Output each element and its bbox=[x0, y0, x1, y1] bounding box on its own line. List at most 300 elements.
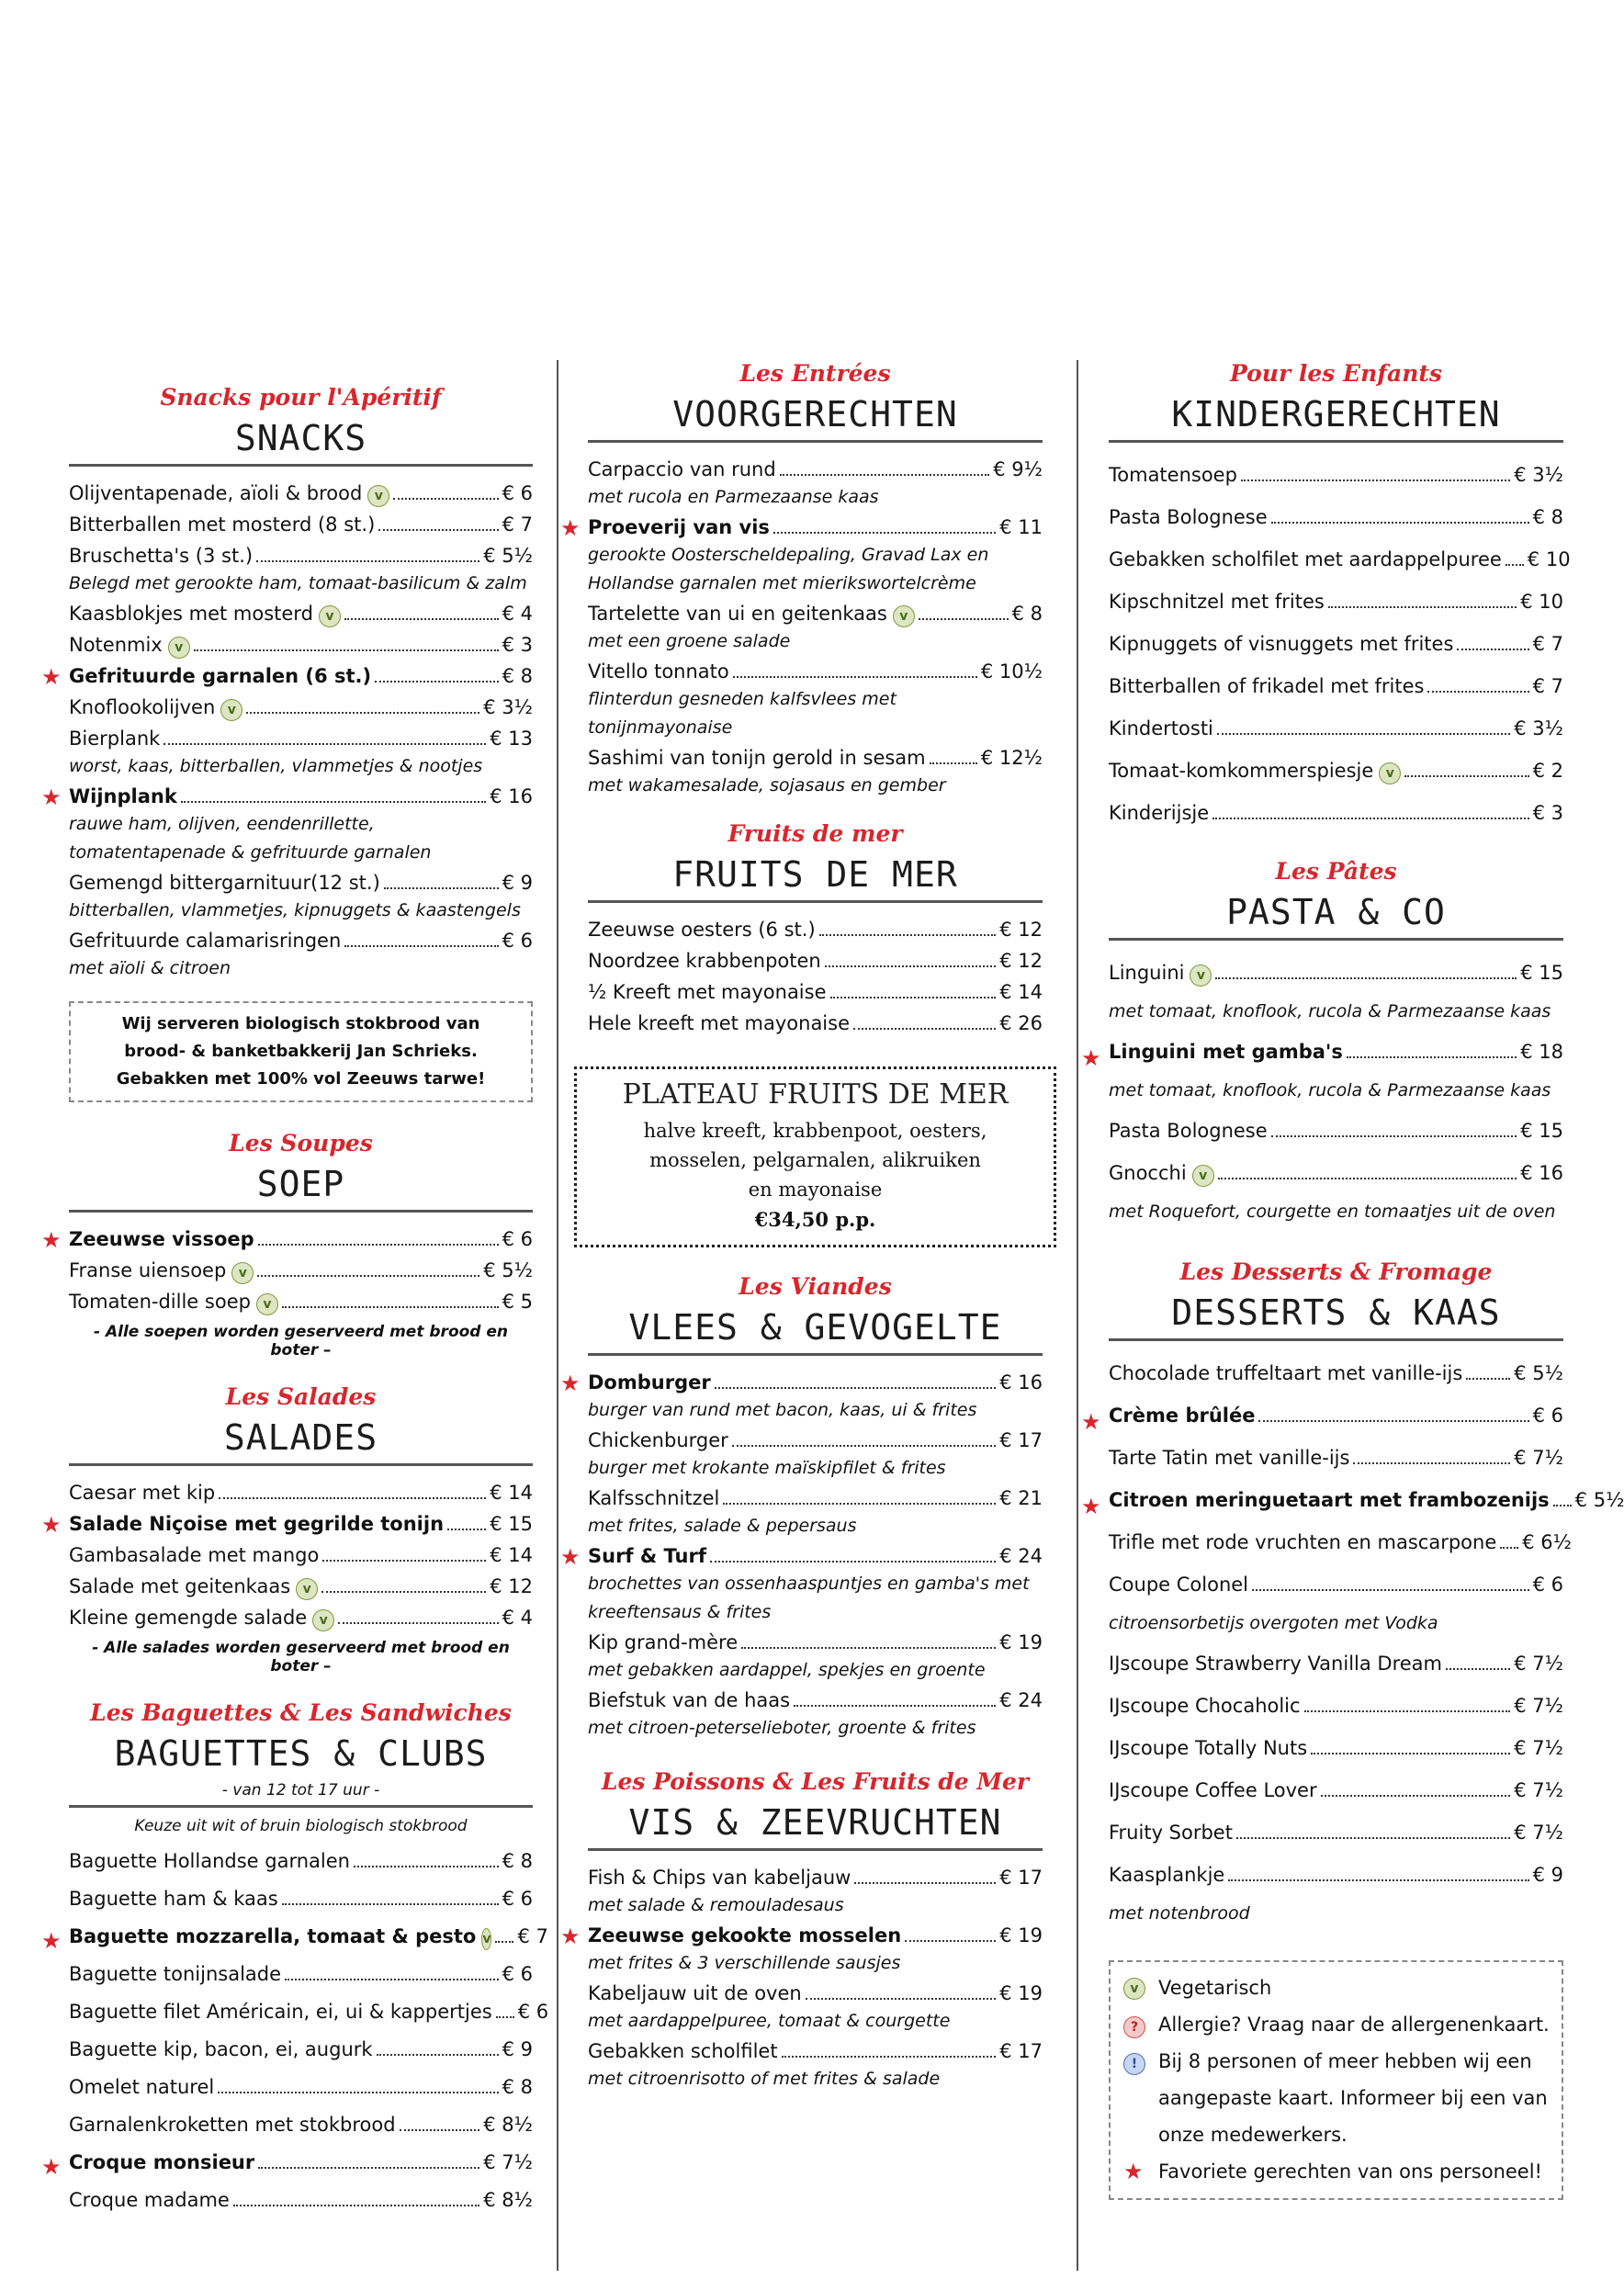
menu-item-price: € 6 bbox=[517, 2001, 549, 2023]
menu-item bbox=[69, 509, 533, 540]
menu-item-price: € 19 bbox=[999, 1924, 1043, 1946]
menu-item bbox=[588, 598, 1043, 629]
menu-item-price: € 6 bbox=[502, 930, 533, 952]
menu-item bbox=[69, 598, 533, 629]
menu-item bbox=[1109, 665, 1563, 707]
menu-item-description: met gebakken aardappel, spekjes en groente bbox=[588, 1660, 986, 1680]
menu-item bbox=[588, 1425, 1043, 1456]
menu-item-name: Bitterballen of frikadel met frites bbox=[1109, 675, 1425, 697]
vegetarian-icon: v bbox=[1192, 1165, 1214, 1187]
menu-item bbox=[1109, 1854, 1563, 1896]
dot-leader bbox=[1271, 1135, 1517, 1137]
dot-leader bbox=[794, 1705, 996, 1707]
star-icon: ★ bbox=[1081, 1409, 1101, 1435]
menu-item-price: € 8 bbox=[502, 2076, 533, 2098]
section-title: SOEP bbox=[69, 1164, 533, 1213]
menu-item-name: Pasta Bolognese bbox=[1109, 506, 1268, 528]
menu-list bbox=[41, 478, 533, 983]
dot-leader bbox=[447, 1529, 486, 1530]
dot-leader bbox=[285, 1979, 499, 1980]
menu-item-price: € 11 bbox=[999, 516, 1043, 538]
section-script-title: Les Baguettes & Les Sandwiches bbox=[90, 1699, 512, 1726]
menu-item-name: Tartelette van ui en geitenkaas bbox=[588, 603, 887, 625]
section-baguettes bbox=[41, 1699, 549, 2219]
menu-item-description: met tomaat, knoflook, rucola & Parmezaanse kaas bbox=[1109, 1080, 1551, 1100]
menu-item bbox=[560, 512, 1043, 543]
dot-leader bbox=[1328, 606, 1517, 608]
dot-leader bbox=[354, 1866, 499, 1867]
star-icon: ★ bbox=[560, 1371, 581, 1396]
dot-leader bbox=[830, 997, 997, 998]
menu-item bbox=[1109, 1727, 1563, 1769]
menu-item-price: € 5 bbox=[502, 1291, 533, 1313]
menu-item-name: Kinderijsje bbox=[1109, 802, 1210, 824]
vegetarian-icon: v bbox=[481, 1928, 491, 1950]
menu-item-price: € 8½ bbox=[483, 2114, 533, 2136]
dot-leader bbox=[258, 2167, 479, 2169]
dot-leader bbox=[344, 945, 498, 947]
menu-item-name: Coupe Colonel bbox=[1109, 1574, 1249, 1596]
menu-item-name: Notenmix bbox=[69, 634, 163, 656]
dot-leader bbox=[322, 1560, 486, 1562]
menu-list bbox=[588, 914, 1043, 1039]
dot-leader bbox=[246, 712, 479, 714]
vegetarian-icon: v bbox=[1123, 1978, 1145, 2000]
menu-item-description: met salade & remouladesaus bbox=[588, 1895, 844, 1915]
menu-item-name: IJscoupe Strawberry Vanilla Dream bbox=[1109, 1653, 1442, 1675]
menu-item-name: Gambasalade met mango bbox=[69, 1544, 320, 1566]
menu-item-name: Gebakken scholfilet bbox=[588, 2040, 778, 2062]
section-voorgerechten bbox=[560, 360, 1043, 800]
menu-item-price: € 10½ bbox=[980, 660, 1043, 683]
menu-item-price: € 7½ bbox=[1514, 1653, 1563, 1675]
menu-list bbox=[41, 1224, 533, 1317]
menu-item bbox=[588, 1627, 1043, 1658]
menu-item-price: € 3½ bbox=[1514, 717, 1563, 739]
dot-leader bbox=[806, 1998, 997, 2000]
menu-item-name: IJscoupe Coffee Lover bbox=[1109, 1779, 1317, 1801]
menu-item-description: met Roquefort, courgette en tomaatjes uit de oven bbox=[1109, 1202, 1556, 1222]
menu-item bbox=[560, 1920, 1043, 1951]
section-title: BAGUETTES & CLUBS bbox=[114, 1733, 488, 1774]
menu-item bbox=[1109, 1769, 1563, 1811]
menu-item-price: € 7½ bbox=[1514, 1695, 1563, 1717]
dot-leader bbox=[194, 649, 499, 651]
dot-leader bbox=[1241, 479, 1510, 481]
menu-item-name: Knoflookolijven bbox=[69, 696, 216, 718]
menu-item bbox=[1109, 1811, 1563, 1854]
menu-item-price: € 15 bbox=[1520, 962, 1563, 984]
bread-info-line: Gebakken met 100% vol Zeeuws tarwe! bbox=[116, 1069, 486, 1089]
section-script-title: Pour les Enfants bbox=[1229, 360, 1443, 387]
menu-item-price: € 15 bbox=[490, 1513, 533, 1535]
menu-item-name: Zeeuwse gekookte mosselen bbox=[588, 1924, 902, 1946]
menu-item-name: Tomatensoep bbox=[1109, 464, 1237, 486]
dot-leader bbox=[1215, 977, 1517, 979]
menu-item-description: burger met krokante maïskipfilet & frites bbox=[588, 1458, 946, 1478]
menu-item-name: Baguette filet Américain, ei, ui & kappertjes bbox=[69, 2001, 492, 2023]
menu-item-name: Caesar met kip bbox=[69, 1482, 216, 1504]
menu-item-price: € 8½ bbox=[483, 2189, 533, 2211]
plateau-line: mosselen, pelgarnalen, alikruiken bbox=[649, 1149, 981, 1171]
dot-leader bbox=[282, 1903, 499, 1905]
menu-item-price: € 6 bbox=[1532, 1405, 1563, 1427]
dot-leader bbox=[495, 1941, 513, 1943]
menu-item-price: € 17 bbox=[999, 2040, 1043, 2062]
section-title: SNACKS bbox=[69, 418, 533, 467]
section-title: VOORGERECHTEN bbox=[588, 394, 1043, 443]
menu-item bbox=[69, 540, 533, 571]
dot-leader bbox=[344, 618, 499, 620]
menu-item bbox=[588, 1483, 1043, 1514]
dot-leader bbox=[819, 934, 997, 936]
vegetarian-icon: v bbox=[1190, 965, 1212, 987]
menu-item-price: € 14 bbox=[490, 1544, 533, 1566]
dot-leader bbox=[733, 676, 977, 678]
menu-item-price: € 24 bbox=[999, 1545, 1043, 1567]
menu-item bbox=[69, 1477, 533, 1508]
dot-leader bbox=[181, 801, 486, 803]
menu-item-price: € 19 bbox=[999, 1631, 1043, 1653]
menu-item bbox=[1109, 952, 1563, 994]
menu-item-name: Gebakken scholfilet met aardappelpuree bbox=[1109, 548, 1502, 570]
menu-item bbox=[1109, 1152, 1563, 1194]
menu-item bbox=[588, 742, 1043, 773]
menu-item-price: € 18 bbox=[1520, 1041, 1563, 1063]
star-icon: ★ bbox=[560, 1544, 581, 1570]
menu-item-description: citroensorbetijs overgoten met Vodka bbox=[1109, 1613, 1438, 1633]
menu-item-name: Garnalenkroketten met stokbrood bbox=[69, 2114, 396, 2136]
dot-leader bbox=[1553, 1505, 1572, 1506]
dot-leader bbox=[1217, 733, 1510, 735]
dot-leader bbox=[1446, 1668, 1510, 1670]
legend-text: Bij 8 personen of meer hebben wij een aangepaste kaart. Informeer bij een van onze medewerkers. bbox=[1158, 2050, 1548, 2146]
menu-item-price: € 7 bbox=[1532, 633, 1563, 655]
menu-item-name: Biefstuk van de haas bbox=[588, 1689, 791, 1711]
menu-item-name: Kalfsschnitzel bbox=[588, 1487, 720, 1509]
dot-leader bbox=[321, 1591, 486, 1593]
menu-item bbox=[69, 629, 533, 660]
menu-column-1 bbox=[41, 349, 549, 2236]
section-subnote: Keuze uit wit of bruin biologisch stokbrood bbox=[134, 1817, 468, 1835]
menu-item bbox=[1081, 1031, 1563, 1073]
section-salades bbox=[41, 1383, 533, 1675]
section-pasta bbox=[1081, 858, 1563, 1231]
vegetarian-icon: v bbox=[256, 1293, 278, 1315]
menu-item bbox=[69, 1255, 533, 1286]
plateau-line: en mayonaise bbox=[748, 1179, 883, 1201]
menu-item-price: € 14 bbox=[999, 981, 1043, 1003]
star-icon: ★ bbox=[41, 2154, 62, 2180]
dot-leader bbox=[393, 498, 498, 500]
dot-leader bbox=[1311, 1753, 1510, 1754]
menu-item-name: Zeeuwse vissoep bbox=[69, 1228, 254, 1250]
menu-item-name: Salade met geitenkaas bbox=[69, 1575, 291, 1597]
dot-leader bbox=[1427, 691, 1528, 693]
star-icon: ★ bbox=[560, 515, 581, 541]
menu-item bbox=[69, 925, 533, 956]
menu-item-price: € 6 bbox=[502, 1963, 533, 1985]
menu-item-description: met frites, salade & pepersaus bbox=[588, 1516, 857, 1536]
legend-row-veg bbox=[1123, 1969, 1552, 2006]
menu-item-name: Chickenburger bbox=[588, 1429, 728, 1451]
dot-leader bbox=[1404, 775, 1528, 777]
menu-item-price: € 4 bbox=[502, 603, 533, 625]
dot-leader bbox=[1304, 1710, 1511, 1712]
menu-item bbox=[1109, 454, 1563, 496]
dot-leader bbox=[732, 1445, 996, 1447]
plateau-title: PLATEAU FRUITS DE MER bbox=[622, 1078, 1009, 1111]
menu-item bbox=[69, 2031, 533, 2069]
menu-item bbox=[1109, 623, 1563, 665]
menu-item-name: Olijventapenade, aïoli & brood bbox=[69, 482, 363, 504]
menu-item bbox=[588, 656, 1043, 687]
vegetarian-icon: v bbox=[893, 605, 915, 627]
menu-column-2 bbox=[560, 349, 1043, 2110]
menu-item-name: Tomaat-komkommerspiesje bbox=[1109, 760, 1374, 782]
menu-item bbox=[1109, 1642, 1563, 1685]
star-icon: ★ bbox=[41, 1928, 62, 1954]
section-kindergerechten bbox=[1109, 360, 1571, 834]
menu-item-price: € 3 bbox=[1532, 802, 1563, 824]
menu-item-description: met wakamesalade, sojasaus en gember bbox=[588, 775, 946, 795]
menu-item-price: € 9 bbox=[1532, 1864, 1563, 1886]
menu-item bbox=[69, 1993, 549, 2031]
menu-item-price: € 8 bbox=[502, 1850, 533, 1872]
menu-item-name: Kipschnitzel met frites bbox=[1109, 591, 1325, 613]
menu-item bbox=[41, 1508, 533, 1540]
menu-item bbox=[588, 945, 1043, 976]
legend-text: Favoriete gerechten van ons personeel! bbox=[1158, 2161, 1542, 2183]
menu-item-name: Croque monsieur bbox=[69, 2151, 255, 2173]
plateau-box bbox=[574, 1066, 1056, 1247]
menu-item-price: € 9 bbox=[502, 2038, 533, 2060]
section-note: - Alle salades worden geserveerd met brood en boter – bbox=[92, 1639, 510, 1675]
menu-item-description: burger van rund met bacon, kaas, ui & frites bbox=[588, 1400, 977, 1420]
menu-item bbox=[41, 2144, 533, 2182]
dot-leader bbox=[741, 1647, 996, 1649]
menu-item bbox=[588, 2036, 1043, 2067]
dot-leader bbox=[723, 1503, 996, 1505]
star-icon: ★ bbox=[560, 1924, 581, 1949]
menu-item bbox=[1109, 1685, 1563, 1727]
section-subtitle: - van 12 tot 17 uur - bbox=[221, 1781, 380, 1800]
dot-leader bbox=[378, 529, 498, 531]
dot-leader bbox=[854, 1882, 996, 1884]
menu-item bbox=[1109, 1352, 1563, 1394]
star-icon: ★ bbox=[1123, 2159, 1144, 2184]
section-title: FRUITS DE MER bbox=[588, 854, 1043, 903]
menu-item-price: € 3 bbox=[502, 634, 533, 656]
section-title: VLEES & GEVOGELTE bbox=[588, 1307, 1043, 1356]
menu-item-name: ½ Kreeft met mayonaise bbox=[588, 981, 827, 1003]
menu-item-price: € 6½ bbox=[1522, 1531, 1573, 1553]
menu-item bbox=[1109, 1110, 1563, 1152]
menu-item-description: bitterballen, vlammetjes, kipnuggets & kaastengels bbox=[69, 900, 521, 920]
menu-item bbox=[1081, 1394, 1563, 1437]
vegetarian-icon: v bbox=[296, 1578, 318, 1600]
menu-item bbox=[1109, 1437, 1563, 1479]
menu-item-name: Franse uiensoep bbox=[69, 1259, 227, 1281]
menu-item-description: met notenbrood bbox=[1109, 1903, 1250, 1924]
menu-item-name: Wijnplank bbox=[69, 785, 177, 807]
star-icon: ★ bbox=[41, 664, 62, 690]
menu-item-price: € 12½ bbox=[980, 747, 1043, 769]
section-title: PASTA & CO bbox=[1109, 892, 1563, 941]
dot-leader bbox=[233, 2205, 479, 2206]
section-soep bbox=[41, 1130, 533, 1360]
menu-item bbox=[41, 660, 533, 692]
menu-item-price: € 10 bbox=[1520, 591, 1563, 613]
section-script-title: Les Soupes bbox=[229, 1130, 373, 1156]
menu-item-name: Gefrituurde calamarisringen bbox=[69, 930, 342, 952]
menu-item bbox=[560, 1367, 1043, 1398]
menu-item-price: € 24 bbox=[999, 1689, 1043, 1711]
dot-leader bbox=[218, 2092, 498, 2093]
menu-item-price: € 12 bbox=[490, 1575, 533, 1597]
menu-item-name: Trifle met rode vruchten en mascarpone bbox=[1109, 1531, 1497, 1553]
dot-leader bbox=[1347, 1056, 1517, 1058]
dot-leader bbox=[282, 1306, 499, 1308]
menu-item bbox=[588, 976, 1043, 1008]
menu-item bbox=[69, 1571, 533, 1602]
menu-item-description: met rucola en Parmezaanse kaas bbox=[588, 487, 879, 507]
plateau-line: halve kreeft, krabbenpoot, oesters, bbox=[643, 1120, 987, 1142]
menu-item-description: brochettes van ossenhaaspuntjes en gamba's met kreeftensaus & frites bbox=[588, 1574, 1030, 1622]
menu-list bbox=[1081, 1352, 1624, 1933]
menu-item-name: Carpaccio van rund bbox=[588, 458, 776, 480]
section-script-title: Les Poissons & Les Fruits de Mer bbox=[601, 1768, 1030, 1795]
menu-item-name: Pasta Bolognese bbox=[1109, 1120, 1268, 1142]
menu-item-name: Domburger bbox=[588, 1371, 711, 1393]
section-rule bbox=[69, 1805, 533, 1808]
menu-column-3 bbox=[1081, 349, 1624, 2200]
menu-item-price: € 26 bbox=[999, 1012, 1043, 1034]
legend-row-allergy bbox=[1123, 2006, 1552, 2043]
menu-item bbox=[69, 723, 533, 754]
menu-item-description: flinterdun gesneden kalfsvlees met tonijnmayonaise bbox=[588, 689, 897, 738]
dot-leader bbox=[780, 474, 990, 476]
menu-item-name: Omelet naturel bbox=[69, 2076, 215, 2098]
section-snacks bbox=[41, 384, 533, 1102]
dot-leader bbox=[930, 762, 977, 764]
menu-item-description: met tomaat, knoflook, rucola & Parmezaanse kaas bbox=[1109, 1001, 1551, 1021]
menu-item-price: € 10 bbox=[1527, 548, 1571, 570]
menu-item-price: € 9½ bbox=[993, 458, 1043, 480]
menu-item-price: € 5½ bbox=[1514, 1362, 1563, 1384]
menu-item-description: met aardappelpuree, tomaat & courgette bbox=[588, 2011, 951, 2031]
menu-item-name: Baguette kip, bacon, ei, augurk bbox=[69, 2038, 373, 2060]
menu-item bbox=[69, 1880, 533, 1918]
menu-item-price: € 7½ bbox=[1514, 1447, 1563, 1469]
dot-leader bbox=[1228, 1879, 1528, 1881]
dot-leader bbox=[1271, 522, 1529, 524]
menu-item-price: € 5½ bbox=[483, 1259, 533, 1281]
menu-item-name: Gemengd bittergarnituur(12 st.) bbox=[69, 872, 380, 894]
menu-item bbox=[1109, 496, 1563, 538]
dot-leader bbox=[1236, 1837, 1510, 1839]
section-title: SALADES bbox=[69, 1417, 533, 1466]
legend-box bbox=[1109, 1960, 1563, 2200]
section-vis bbox=[560, 1768, 1043, 2093]
menu-item bbox=[1109, 707, 1563, 750]
menu-item-price: € 5½ bbox=[483, 545, 533, 567]
dot-leader bbox=[257, 1275, 479, 1277]
vegetarian-icon: v bbox=[312, 1609, 334, 1631]
menu-item-price: € 9 bbox=[502, 872, 533, 894]
dot-leader bbox=[1506, 564, 1524, 566]
menu-item-price: € 7½ bbox=[1514, 1737, 1563, 1759]
star-icon: ★ bbox=[1081, 1045, 1101, 1071]
dot-leader bbox=[375, 681, 499, 683]
dot-leader bbox=[1353, 1462, 1510, 1464]
menu-item-name: Baguette tonijnsalade bbox=[69, 1963, 282, 1985]
menu-item-name: Noordzee krabbenpoten bbox=[588, 950, 821, 972]
menu-item bbox=[69, 1843, 533, 1880]
menu-item bbox=[1109, 792, 1563, 834]
plateau-price: €34,50 p.p. bbox=[754, 1208, 876, 1231]
dot-leader bbox=[164, 743, 486, 745]
menu-item-description: met een groene salade bbox=[588, 631, 791, 651]
menu-item bbox=[69, 2106, 533, 2144]
menu-item-price: € 17 bbox=[999, 1429, 1043, 1451]
dot-leader bbox=[1457, 649, 1528, 650]
bread-info-line: Wij serveren biologisch stokbrood van bbox=[121, 1014, 480, 1033]
menu-item-price: € 17 bbox=[999, 1867, 1043, 1889]
menu-item-price: € 16 bbox=[1520, 1162, 1563, 1184]
menu-item bbox=[69, 1540, 533, 1571]
legend-text: Allergie? Vraag naar de allergenenkaart. bbox=[1158, 2014, 1550, 2036]
menu-item-name: Vitello tonnato bbox=[588, 660, 729, 683]
menu-item bbox=[69, 2182, 533, 2219]
section-script-title: Les Pâtes bbox=[1275, 858, 1397, 885]
section-script-title: Snacks pour l'Apéritif bbox=[160, 384, 442, 411]
menu-item-name: Baguette Hollandse garnalen bbox=[69, 1850, 350, 1872]
dot-leader bbox=[1218, 1178, 1517, 1179]
menu-item-name: Linguini met gamba's bbox=[1109, 1041, 1343, 1063]
menu-item-price: € 16 bbox=[999, 1371, 1043, 1393]
menu-item-price: € 12 bbox=[999, 950, 1043, 972]
dot-leader bbox=[1466, 1378, 1510, 1380]
menu-list bbox=[41, 1843, 549, 2219]
menu-item-name: Bruschetta's (3 st.) bbox=[69, 545, 254, 567]
menu-item-price: € 2 bbox=[1532, 760, 1563, 782]
menu-item-name: Kleine gemengde salade bbox=[69, 1607, 308, 1629]
menu-item-name: Hele kreeft met mayonaise bbox=[588, 1012, 851, 1034]
section-desserts bbox=[1081, 1258, 1624, 1933]
menu-item-price: € 8 bbox=[502, 665, 533, 687]
dot-leader bbox=[338, 1622, 498, 1624]
menu-item-name: Bierplank bbox=[69, 728, 161, 750]
menu-item-price: € 3½ bbox=[1514, 464, 1563, 486]
dot-leader bbox=[853, 1028, 996, 1030]
vegetarian-icon: v bbox=[168, 637, 190, 659]
menu-item bbox=[69, 478, 533, 509]
dot-leader bbox=[773, 532, 996, 534]
menu-item-price: € 6 bbox=[502, 1888, 533, 1910]
menu-item-name: Baguette ham & kaas bbox=[69, 1888, 278, 1910]
dot-leader bbox=[1258, 1420, 1528, 1422]
star-icon: ★ bbox=[41, 1227, 62, 1253]
menu-item-name: Crème brûlée bbox=[1109, 1405, 1256, 1427]
menu-list bbox=[41, 1477, 533, 1633]
menu-item-price: € 7 bbox=[517, 1925, 548, 1947]
column-divider-left bbox=[557, 360, 558, 2271]
menu-item-name: Proeverij van vis bbox=[588, 516, 770, 538]
section-script-title: Les Viandes bbox=[739, 1273, 892, 1300]
dot-leader bbox=[715, 1387, 997, 1389]
dot-leader bbox=[400, 2129, 480, 2131]
